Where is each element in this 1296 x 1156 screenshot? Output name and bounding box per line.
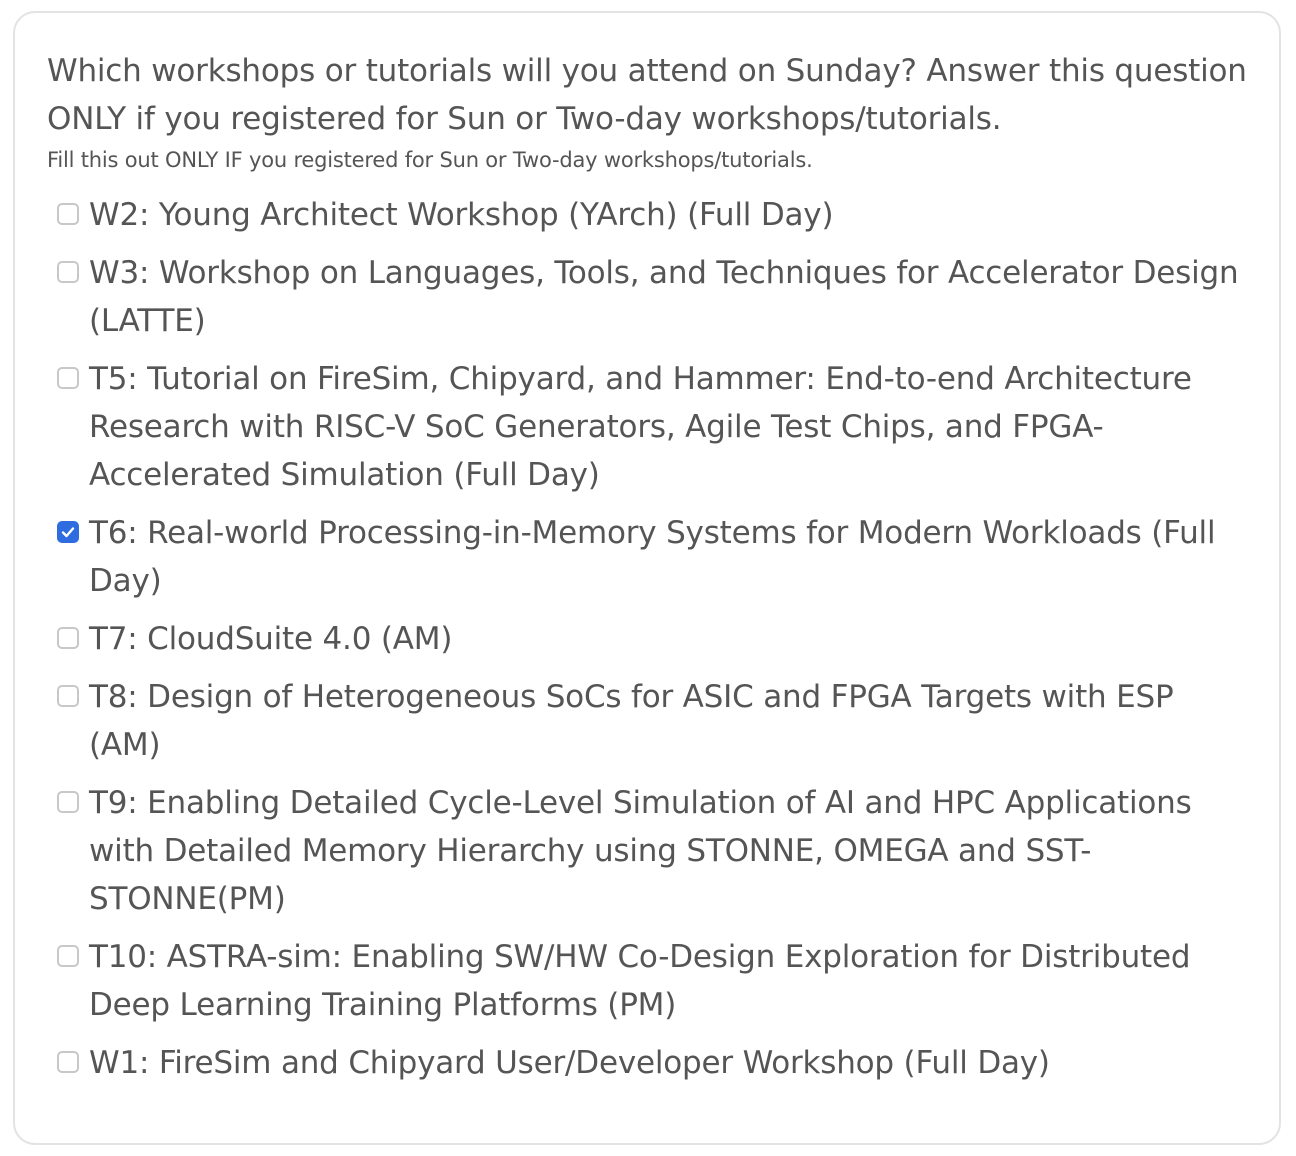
option-label[interactable]: W3: Workshop on Languages, Tools, and Techniques for Accelerator Design (LATTE) [89, 255, 1239, 339]
option-label[interactable]: W1: FireSim and Chipyard User/Developer Workshop (Full Day) [89, 1045, 1050, 1081]
checkbox[interactable] [57, 945, 79, 967]
question-card [13, 11, 1281, 1145]
option-label[interactable]: T7: CloudSuite 4.0 (AM) [89, 621, 453, 657]
checkmark-icon [60, 524, 76, 540]
checkbox-options-list [47, 191, 1249, 1087]
checkbox[interactable] [57, 521, 79, 543]
option-t9[interactable] [47, 779, 1249, 923]
option-t6[interactable] [47, 509, 1249, 605]
option-label[interactable]: T9: Enabling Detailed Cycle-Level Simulation of AI and HPC Applications with Detailed Memory Hierarchy using STONNE, OMEGA and SST-STONNE(PM) [89, 785, 1192, 917]
checkbox[interactable] [57, 203, 79, 225]
option-label[interactable]: T5: Tutorial on FireSim, Chipyard, and Hammer: End-to-end Architecture Research with RISC-V SoC Generators, Agile Test Chips, and FPGA-Accelerated Simulation (Full Day) [89, 361, 1192, 493]
option-w1[interactable] [47, 1039, 1249, 1087]
option-label[interactable]: W2: Young Architect Workshop (YArch) (Full Day) [89, 197, 834, 233]
option-w3[interactable] [47, 249, 1249, 345]
checkbox[interactable] [57, 685, 79, 707]
option-t5[interactable] [47, 355, 1249, 499]
checkbox[interactable] [57, 1051, 79, 1073]
option-t10[interactable] [47, 933, 1249, 1029]
question-title: Which workshops or tutorials will you attend on Sunday? Answer this question ONLY if you registered for Sun or Two-day workshops/tutorials. [47, 53, 1247, 137]
checkbox[interactable] [57, 791, 79, 813]
checkbox[interactable] [57, 367, 79, 389]
checkbox[interactable] [57, 261, 79, 283]
option-t8[interactable] [47, 673, 1249, 769]
checkbox[interactable] [57, 627, 79, 649]
option-label[interactable]: T6: Real-world Processing-in-Memory Systems for Modern Workloads (Full Day) [89, 515, 1216, 599]
option-w2[interactable] [47, 191, 1249, 239]
question-help-text: Fill this out ONLY IF you registered for Sun or Two-day workshops/tutorials. [47, 148, 813, 172]
option-label[interactable]: T8: Design of Heterogeneous SoCs for ASIC and FPGA Targets with ESP (AM) [89, 679, 1174, 763]
option-t7[interactable] [47, 615, 1249, 663]
option-label[interactable]: T10: ASTRA-sim: Enabling SW/HW Co-Design Exploration for Distributed Deep Learning Training Platforms (PM) [89, 939, 1191, 1023]
